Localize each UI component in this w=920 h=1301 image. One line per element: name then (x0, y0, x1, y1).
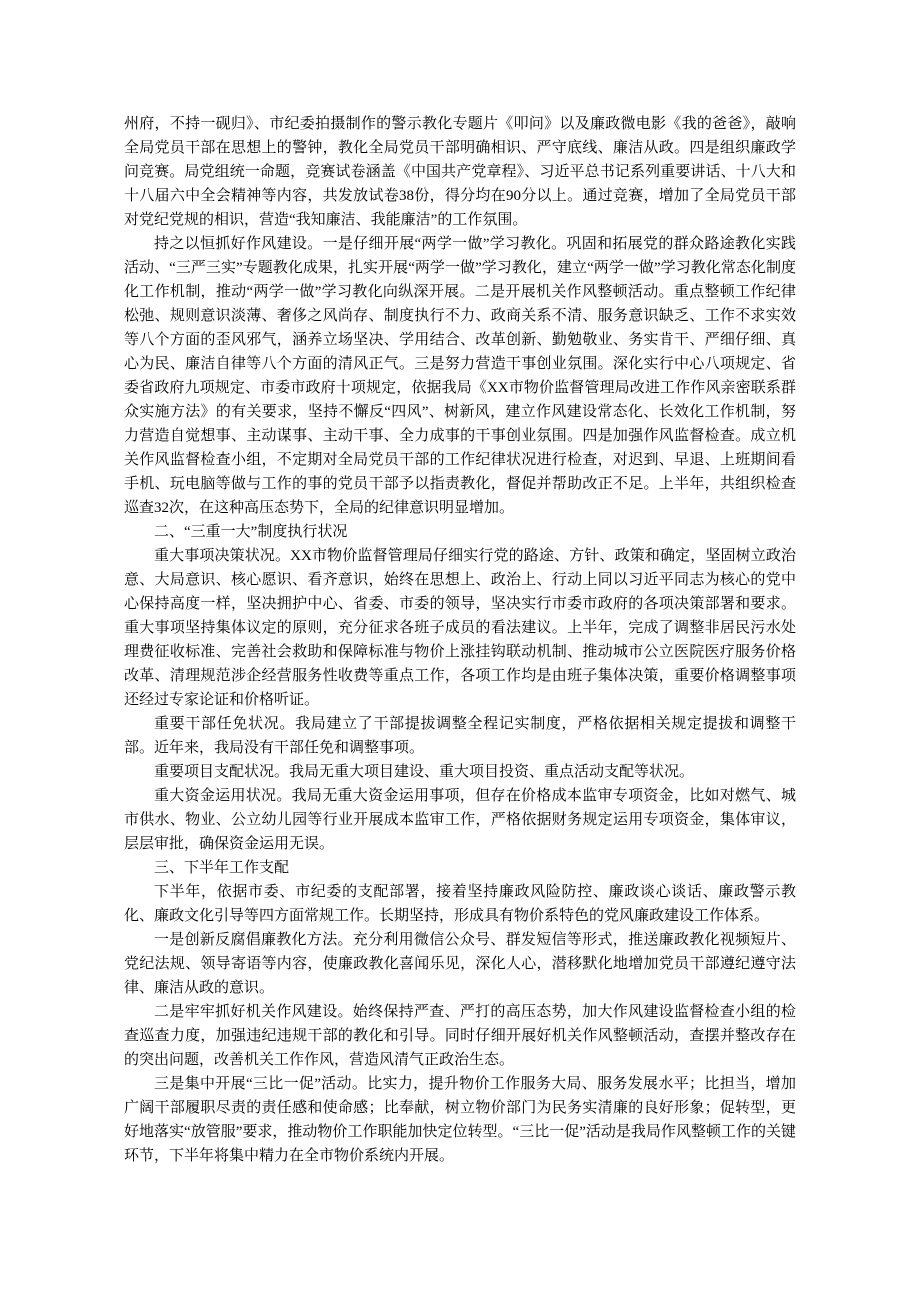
paragraph: 州府，不持一砚归》、市纪委拍摄制作的警示教化专题片《叩问》以及廉政微电影《我的爸爸》，敲响全局党员干部在思想上的警钟，教化全局党员干部明确相识、严守底线、廉洁从政。四是组织廉政学问竞赛。局党组统一命题，竞赛试卷涵盖《中国共产党章程》、习近平总书记系列重要讲话、十八大和十八届六中全会精神等内容，共发放试卷38份，得分均在90分以上。通过竞赛，增加了全局党员干部对党纪党规的相识，营造“我知廉洁、我能廉洁”的工作氛围。 (124, 116, 796, 228)
paragraph: 持之以恒抓好作风建设。一是仔细开展“两学一做”学习教化。巩固和拓展党的群众路途教化实践活动、“三严三实”专题教化成果，扎实开展“两学一做”学习教化，建立“两学一做”学习教化常态化制度化工作机制，推动“两学一做”学习教化向纵深开展。二是开展机关作风整顿活动。重点整顿工作纪律松弛、规则意识淡薄、奢侈之风尚存、制度执行不力、政商关系不清、服务意识缺乏、工作不求实效等八个方面的歪风邪气，涵养立场坚决、学用结合、改革创新、勤勉敬业、务实肯干、严细仔细、真心为民、廉洁自律等八个方面的清风正气。三是努力营造干事创业氛围。深化实行中心八项规定、省委省政府九项规定、市委市政府十项规定，依据我局《XX市物价监督管理局改进工作作风亲密联系群众实施方法》的有关要求，坚持不懈反“四风”、树新风，建立作风建设常态化、长效化工作机制，努力营造自觉想事、主动谋事、主动干事、全力成事的干事创业氛围。四是加强作风监督检查。成立机关作风监督检查小组，不定期对全局党员干部的工作纪律状况进行检查，对迟到、早退、上班期间看手机、玩电脑等做与工作的事的党员干部予以指责教化，督促并帮助改正不足。上半年，共组织检查巡查32次，在这种高压态势下，全局的纪律意识明显增加。 (124, 236, 796, 516)
paragraph: 三是集中开展“三比一促”活动。比实力，提升物价工作服务大局、服务发展水平；比担当，增加广阔干部履职尽责的责任感和使命感；比奉献，树立物价部门为民务实清廉的良好形象；促转型，更好地落实“放管服”要求，推动物价工作职能加快定位转型。“三比一促”活动是我局作风整顿工作的关键环节，下半年将集中精力在全市物价系统内开展。 (124, 1076, 796, 1164)
paragraph: 二是牢牢抓好机关作风建设。始终保持严查、严打的高压态势，加大作风建设监督检查小组的检查巡查力度，加强违纪违规干部的教化和引导。同时仔细开展好机关作风整顿活动，查摆并整改存在的突出问题，改善机关工作作风，营造风清气正政治生态。 (124, 1004, 796, 1068)
section-heading: 二、“三重一大”制度执行状况 (154, 524, 348, 540)
paragraph: 重大资金运用状况。我局无重大资金运用事项，但存在价格成本监审专项资金，比如对燃气、城市供水、物业、公立幼儿园等行业开展成本监审工作，严格依据财务规定运用专项资金，集体审议，层层审批，确保资金运用无误。 (124, 788, 796, 852)
paragraph: 下半年，依据市委、市纪委的支配部署，接着坚持廉政风险防控、廉政谈心谈话、廉政警示教化、廉政文化引导等四方面常规工作。长期坚持，形成具有物价系特色的党风廉政建设工作体系。 (124, 884, 796, 924)
paragraph: 重要项目支配状况。我局无重大项目建设、重大项目投资、重点活动支配等状况。 (154, 764, 695, 780)
paragraph: 一是创新反腐倡廉教化方法。充分利用微信公众号、群发短信等形式，推送廉政教化视频短片、党纪法规、领导寄语等内容，使廉政教化喜闻乐见，深化人心，潜移默化地增加党员干部遵纪遵守法律、廉洁从政的意识。 (124, 932, 796, 996)
document-body (124, 112, 796, 1168)
paragraph: 重要干部任免状况。我局建立了干部提拔调整全程记实制度，严格依据相关规定提拔和调整干部。近年来，我局没有干部任免和调整事项。 (124, 716, 796, 756)
section-heading: 三、下半年工作支配 (154, 860, 290, 876)
paragraph: 重大事项决策状况。XX市物价监督管理局仔细实行党的路途、方针、政策和确定，坚固树立政治意、大局意识、核心愿识、看齐意识，始终在思想上、政治上、行动上同以习近平同志为核心的党中心保持高度一样，坚决拥护中心、省委、市委的领导，坚决实行市委市政府的各项决策部署和要求。重大事项坚持集体议定的原则，充分征求各班子成员的看法建议。上半年，完成了调整非居民污水处理费征收标准、完善社会救助和保障标准与物价上涨挂钩联动机制、推动城市公立医院医疗服务价格改革、清理规范涉企经营服务性收费等重点工作，各项工作均是由班子集体决策，重要价格调整事项还经过专家论证和价格听证。 (124, 548, 796, 708)
